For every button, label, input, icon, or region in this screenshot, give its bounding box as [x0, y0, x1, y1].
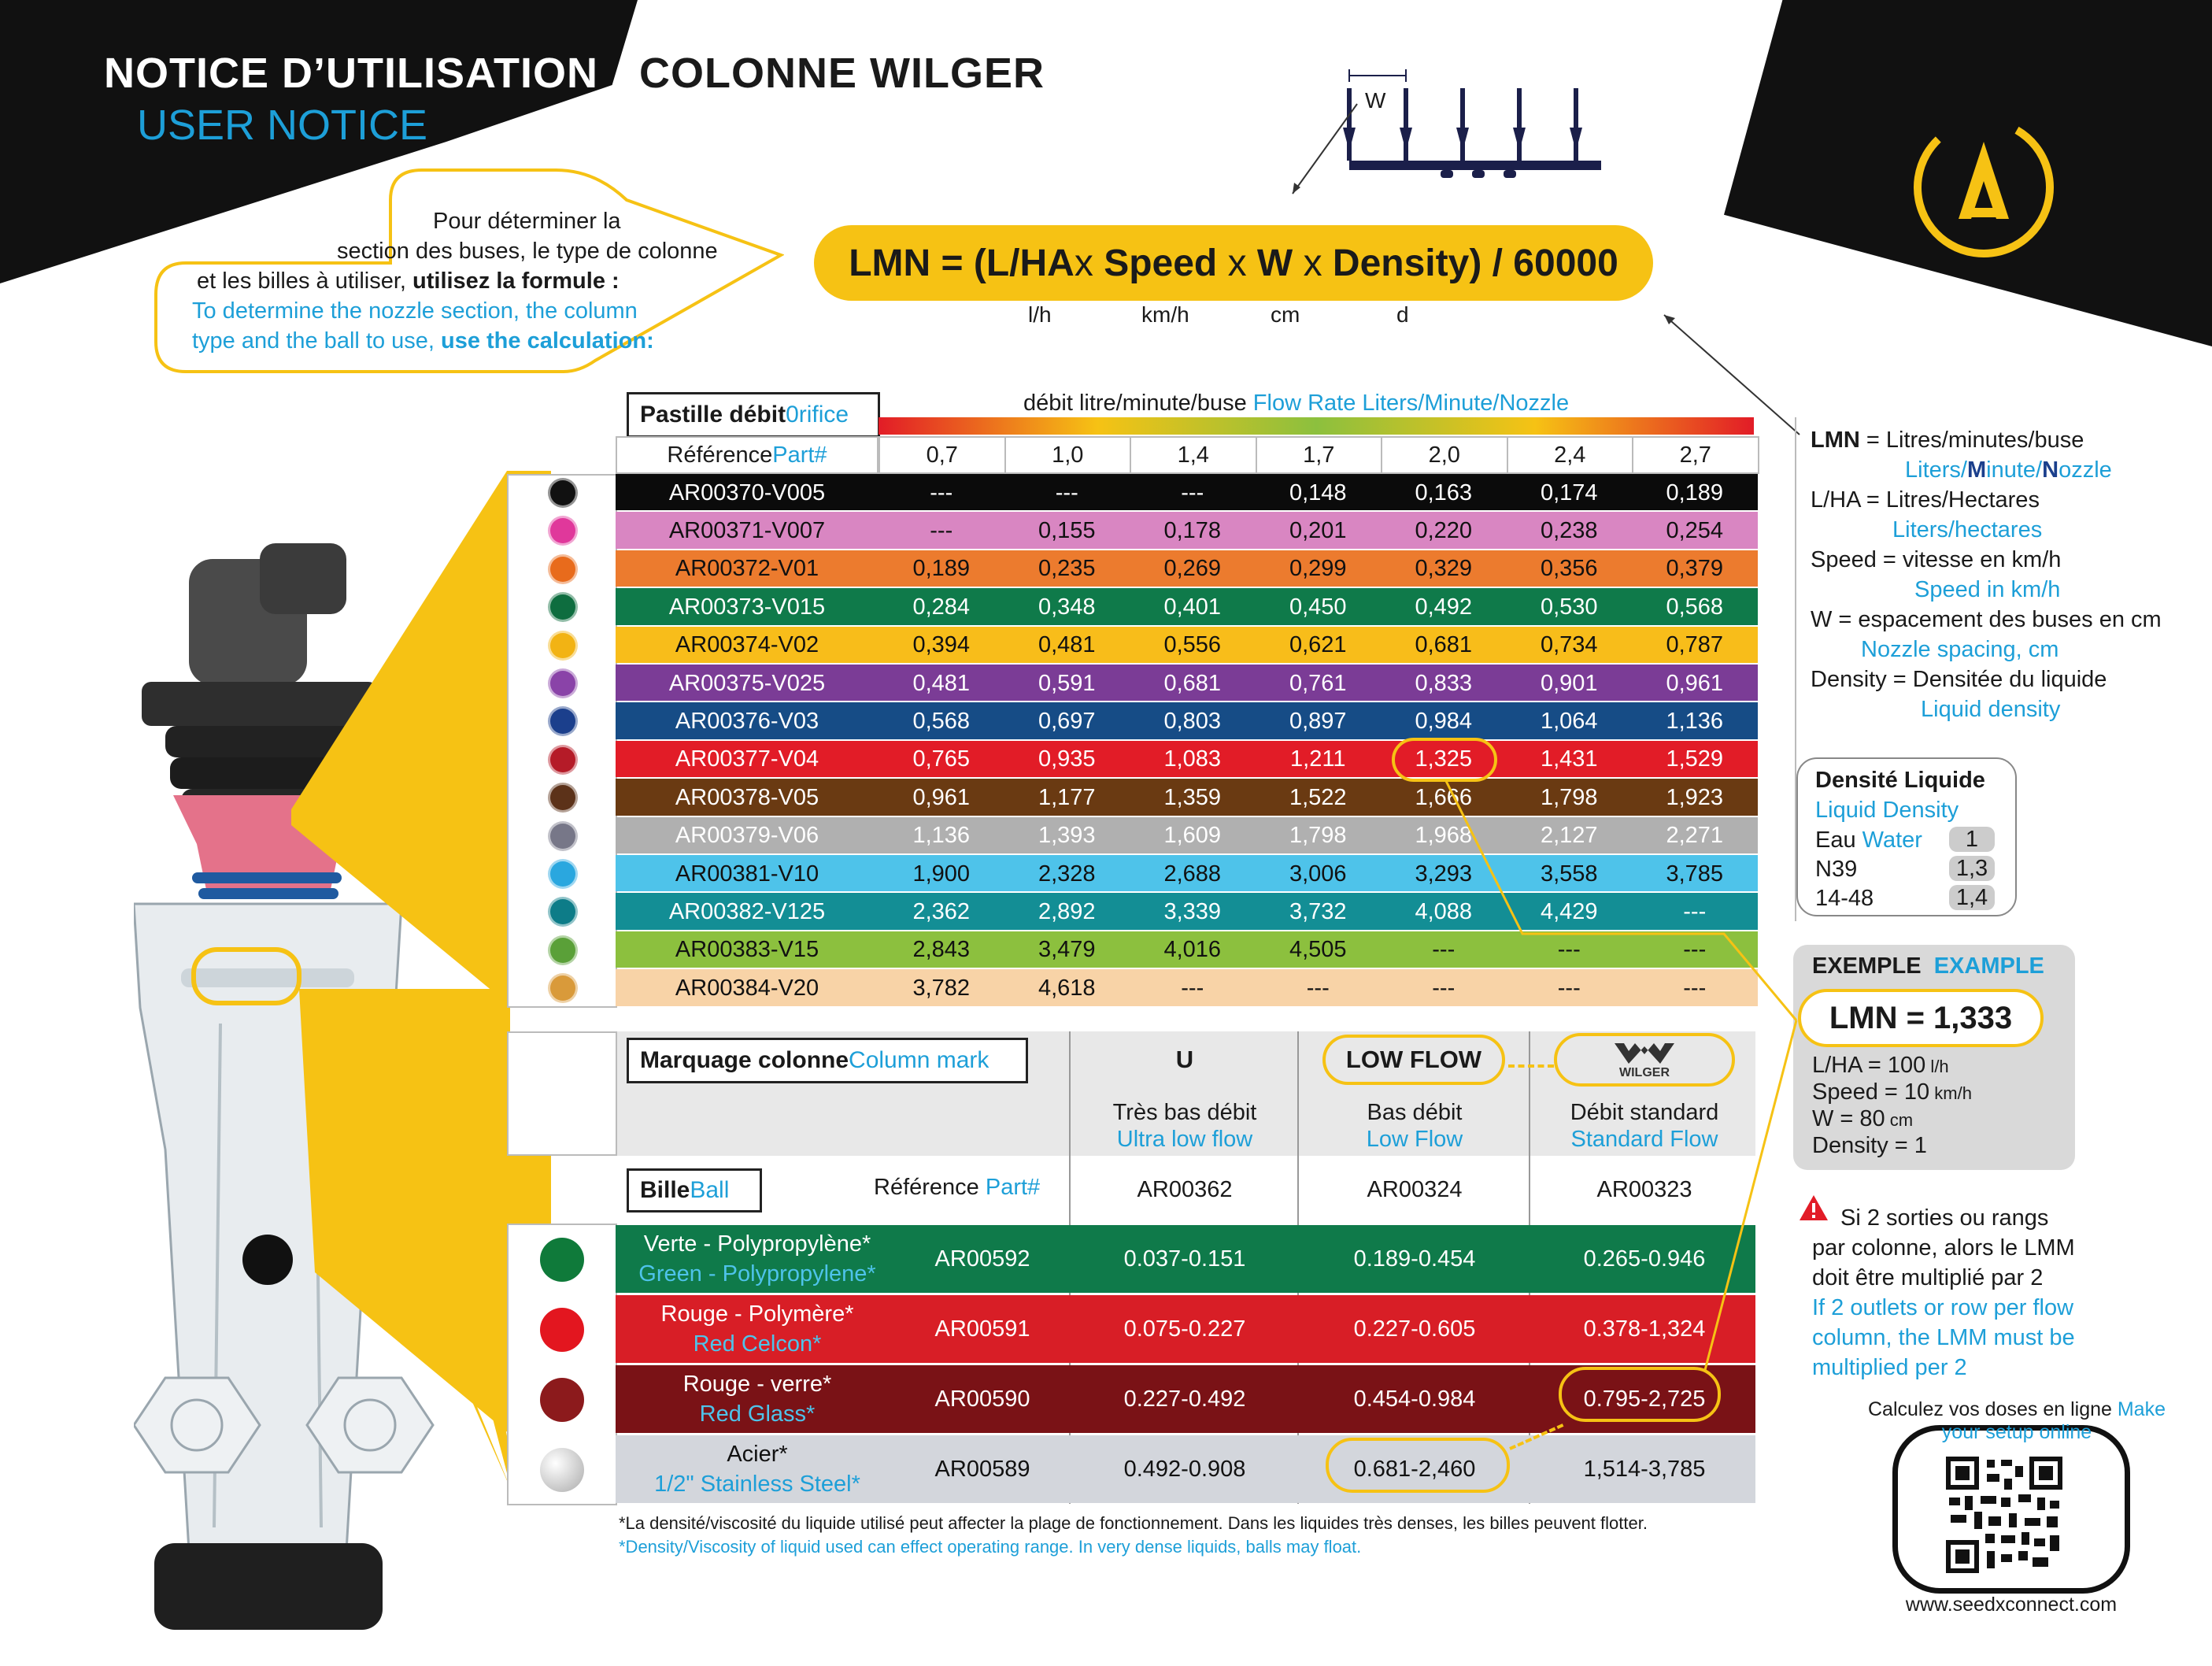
- orifice-value: 4,618: [1038, 975, 1096, 1001]
- ball-name-en: 1/2" Stainless Steel*: [654, 1471, 860, 1497]
- orifice-col-header: 2,0: [1381, 436, 1508, 474]
- title-fr: NOTICE D’UTILISATION: [104, 50, 598, 97]
- orifice-value: 0,201: [1289, 518, 1347, 544]
- orifice-value: 1,798: [1289, 823, 1347, 849]
- title-en: USER NOTICE: [137, 102, 428, 149]
- orifice-value: ---: [1055, 479, 1078, 505]
- orifice-col-header: 1,7: [1256, 436, 1383, 474]
- orifice-value: 1,900: [912, 861, 971, 887]
- unit-d: d: [1396, 302, 1409, 327]
- column-desc-fr: Bas débit: [1367, 1099, 1463, 1125]
- example-line-label: L/HA = 100: [1812, 1053, 1926, 1078]
- ball-range: 0.492-0.908: [1123, 1456, 1246, 1482]
- orifice-value: 0,450: [1289, 594, 1347, 620]
- ref-header-en: Part#: [772, 442, 827, 468]
- warning-fr-line: Si 2 sorties ou rangs: [1840, 1205, 2049, 1231]
- legend-fr: = Litres/minutes/buse: [1859, 428, 2084, 453]
- note-fr: *La densité/viscosité du liquide utilisé peut affecter la plage de fonctionnement. Dans les liquides très denses, les billes peuvent flotter.: [619, 1513, 1648, 1533]
- orifice-ref: AR00372-V01: [675, 556, 819, 582]
- flow-en: Flow Rate Liters/Minute/Nozzle: [1252, 391, 1570, 416]
- orifice-value: ---: [1181, 479, 1204, 505]
- column-mark: LOW FLOW: [1322, 1035, 1505, 1085]
- unit-kmh: km/h: [1141, 302, 1189, 327]
- orifice-ref: AR00383-V15: [675, 937, 819, 963]
- warning-en-line: multiplied per 2: [1812, 1355, 1967, 1380]
- warning-en-line: column, the LMM must be: [1812, 1325, 2075, 1350]
- density-value: 1: [1949, 827, 1995, 852]
- orifice-value: 0,530: [1540, 594, 1598, 620]
- orifice-value: 0,481: [912, 670, 971, 696]
- legend-term: Speed: [1811, 547, 1877, 572]
- legend-term: LMN: [1811, 428, 1860, 453]
- orifice-label-fr: Pastille débit: [640, 402, 786, 428]
- orifice-value: ---: [1306, 975, 1330, 1001]
- density-label: Eau: [1815, 827, 1856, 853]
- ball-range: 0.227-0.605: [1353, 1316, 1476, 1342]
- ball-range: 0.265-0.946: [1583, 1246, 1706, 1272]
- orifice-value: ---: [1557, 975, 1581, 1001]
- orifice-value: 0,254: [1666, 518, 1724, 544]
- orifice-value: 0,329: [1415, 556, 1473, 582]
- orifice-ref: AR00374-V02: [675, 632, 819, 658]
- orifice-value: 0,734: [1540, 632, 1598, 658]
- legend-term: W: [1811, 607, 1833, 632]
- column-part: AR00323: [1596, 1176, 1692, 1202]
- orifice-value: 0,568: [1666, 594, 1724, 620]
- orifice-value: 0,556: [1163, 632, 1222, 658]
- legend-en: Liters/hectares: [1892, 517, 2043, 542]
- orifice-value: 0,761: [1289, 670, 1347, 696]
- orifice-value: 2,843: [912, 937, 971, 963]
- orifice-label-en: 0rifice: [786, 402, 849, 428]
- orifice-value: 0,148: [1289, 479, 1347, 505]
- orifice-value: 2,127: [1540, 823, 1598, 849]
- orifice-ref: AR00379-V06: [675, 823, 819, 849]
- legend-term: Density: [1811, 667, 1887, 692]
- warning-fr-line: doit être multiplié par 2: [1812, 1265, 2044, 1290]
- warning-fr-line: par colonne, alors le LMM: [1812, 1235, 2075, 1261]
- orifice-value: 0,833: [1415, 670, 1473, 696]
- qr-url[interactable]: www.seedxconnect.com: [1905, 1594, 2118, 1616]
- orifice-value: ---: [1683, 937, 1707, 963]
- orifice-value: 0,492: [1415, 594, 1473, 620]
- orifice-value: 0,189: [1666, 479, 1724, 505]
- orifice-value: 0,591: [1038, 670, 1096, 696]
- orifice-value: 1,666: [1415, 784, 1473, 810]
- ball-range: 0.037-0.151: [1123, 1246, 1246, 1272]
- orifice-value: 3,293: [1415, 861, 1473, 887]
- orifice-value: ---: [930, 479, 953, 505]
- density-label: 14-48: [1815, 886, 1874, 911]
- orifice-value: 4,429: [1540, 899, 1598, 925]
- legend-en-part: N: [2042, 457, 2059, 483]
- ball-range: 0.227-0.492: [1123, 1386, 1246, 1412]
- ball-range: 0.378-1,324: [1583, 1316, 1706, 1342]
- density-title-fr: Densité Liquide: [1815, 768, 1985, 793]
- orifice-value: 2,688: [1163, 861, 1222, 887]
- orifice-value: ---: [1432, 937, 1456, 963]
- orifice-value: ---: [930, 518, 953, 544]
- column-mark: U: [1175, 1046, 1194, 1073]
- orifice-value: 3,339: [1163, 899, 1222, 925]
- ball-part: AR00589: [934, 1456, 1030, 1482]
- orifice-col-header: 2,7: [1632, 436, 1759, 474]
- ball-name-fr: Verte - Polypropylène*: [643, 1231, 871, 1257]
- ball-ref-en: Part#: [985, 1175, 1041, 1200]
- ball-range: 0.189-0.454: [1353, 1246, 1476, 1272]
- orifice-value: 0,348: [1038, 594, 1096, 620]
- orifice-value: 1,431: [1540, 746, 1598, 772]
- orifice-value: 0,220: [1415, 518, 1473, 544]
- orifice-value: ---: [1181, 975, 1204, 1001]
- example-line-label: Density = 1: [1812, 1133, 1927, 1158]
- column-desc-fr: Débit standard: [1570, 1099, 1719, 1125]
- orifice-value: 4,505: [1289, 937, 1347, 963]
- legend-en: Nozzle spacing, cm: [1861, 637, 2059, 662]
- legend-fr: = Densitée du liquide: [1886, 667, 2107, 692]
- legend-fr: = espacement des buses en cm: [1832, 607, 2162, 632]
- ball-name-fr: Rouge - verre*: [682, 1371, 832, 1397]
- orifice-value: 1,529: [1666, 746, 1724, 772]
- ref-header-fr: Référence: [667, 442, 773, 468]
- density-value: 1,3: [1949, 856, 1995, 881]
- orifice-value: 1,359: [1163, 784, 1222, 810]
- intro-fr-line2: section des buses, le type de colonne: [337, 239, 718, 264]
- orifice-value: 0,401: [1163, 594, 1222, 620]
- orifice-value: 1,211: [1290, 746, 1346, 772]
- ball-name-fr: Rouge - Polymère*: [660, 1301, 854, 1327]
- density-label: N39: [1815, 857, 1858, 882]
- column-mark-fr: Marquage colonne: [640, 1047, 849, 1073]
- orifice-value: 3,479: [1038, 937, 1096, 963]
- example-title: EXEMPLE EXAMPLE: [1812, 953, 2044, 979]
- legend-term: L/HA: [1811, 487, 1860, 513]
- ball-part: AR00592: [934, 1246, 1030, 1272]
- column-desc-en: Ultra low flow: [1116, 1126, 1253, 1152]
- orifice-col-header: 1,0: [1004, 436, 1132, 474]
- orifice-value: 0,174: [1540, 479, 1598, 505]
- unit-cm: cm: [1271, 302, 1300, 327]
- orifice-ref: AR00375-V025: [668, 670, 826, 696]
- orifice-value: 0,961: [1666, 670, 1724, 696]
- intro-en-line2: type and the ball to use, use the calculation:: [192, 328, 654, 354]
- ball-name-en: Red Glass*: [699, 1401, 816, 1427]
- orifice-value: 3,782: [912, 975, 971, 1001]
- legend-en-part: ozzle: [2058, 457, 2112, 483]
- orifice-value: 1,325: [1415, 746, 1473, 772]
- warning-en-line: If 2 outlets or row per flow: [1812, 1295, 2074, 1320]
- orifice-value: 0,681: [1163, 670, 1222, 696]
- orifice-ref: AR00376-V03: [675, 709, 819, 735]
- ball-range: 0.681-2,460: [1353, 1456, 1476, 1482]
- orifice-ref: AR00381-V10: [675, 861, 819, 887]
- qr-caption: Calculez vos doses en ligne Make your setup online: [1868, 1398, 2166, 1443]
- column-mark-en: Column mark: [849, 1047, 989, 1073]
- orifice-value: 1,064: [1540, 709, 1598, 735]
- orifice-value: 1,083: [1163, 746, 1222, 772]
- orifice-value: 3,006: [1289, 861, 1347, 887]
- flow-fr: débit litre/minute/buse: [1023, 391, 1253, 416]
- density-label-en: Water: [1862, 827, 1922, 853]
- orifice-value: 0,284: [912, 594, 971, 620]
- orifice-ref: AR00371-V007: [668, 518, 826, 544]
- orifice-value: 4,016: [1163, 937, 1222, 963]
- orifice-value: 1,136: [912, 823, 971, 849]
- ball-range: 0.795-2,725: [1583, 1386, 1706, 1412]
- wilger-logo-text: WILGER: [1619, 1066, 1670, 1079]
- ball-range: 0.075-0.227: [1123, 1316, 1246, 1342]
- orifice-value: ---: [1683, 975, 1707, 1001]
- orifice-ref: AR00378-V05: [675, 784, 819, 810]
- orifice-value: 1,136: [1666, 709, 1724, 735]
- orifice-value: 4,088: [1415, 899, 1473, 925]
- ball-part: AR00591: [934, 1316, 1030, 1342]
- orifice-value: 2,892: [1038, 899, 1096, 925]
- orifice-ref: AR00382-V125: [668, 899, 826, 925]
- ball-name-fr: Acier*: [727, 1441, 788, 1467]
- ball-label-en: Ball: [690, 1177, 730, 1203]
- orifice-value: 0,901: [1540, 670, 1598, 696]
- diagram-w-label: W: [1365, 88, 1386, 113]
- legend-en: Speed in km/h: [1914, 577, 2061, 602]
- example-line-label: W = 80: [1812, 1106, 1885, 1131]
- example-line-label: Speed = 10: [1812, 1079, 1930, 1105]
- orifice-value: 0,299: [1289, 556, 1347, 582]
- orifice-value: 2,328: [1038, 861, 1096, 887]
- orifice-col-header: 1,4: [1130, 436, 1257, 474]
- note-en: *Density/Viscosity of liquid used can effect operating range. In very dense liquids, balls may float.: [619, 1537, 1362, 1557]
- orifice-value: 3,785: [1666, 861, 1724, 887]
- unit-lh: l/h: [1028, 302, 1052, 327]
- density-value: 1,4: [1949, 885, 1995, 910]
- column-part: AR00324: [1367, 1176, 1463, 1202]
- ball-part: AR00590: [934, 1386, 1030, 1412]
- orifice-value: 0,269: [1163, 556, 1222, 582]
- orifice-value: 0,238: [1540, 518, 1598, 544]
- orifice-col-header: 0,7: [879, 436, 1006, 474]
- example-line-unit: km/h: [1929, 1083, 1972, 1103]
- orifice-value: 0,235: [1038, 556, 1096, 582]
- ball-name-en: Green - Polypropylene*: [638, 1261, 876, 1287]
- legend-en-part: M: [1966, 457, 1987, 483]
- orifice-value: 0,379: [1666, 556, 1724, 582]
- orifice-value: 0,935: [1038, 746, 1096, 772]
- column-desc-en: Standard Flow: [1570, 1126, 1718, 1152]
- orifice-value: 3,558: [1540, 861, 1598, 887]
- ball-name-en: Red Celcon*: [693, 1331, 822, 1357]
- orifice-value: ---: [1683, 899, 1707, 925]
- orifice-value: 0,681: [1415, 632, 1473, 658]
- column-desc-en: Low Flow: [1366, 1126, 1463, 1152]
- ball-ref-fr: Référence: [874, 1175, 986, 1200]
- ball-range: 0.454-0.984: [1353, 1386, 1476, 1412]
- orifice-value: 1,609: [1163, 823, 1222, 849]
- density-title-en: Liquid Density: [1815, 798, 1959, 823]
- orifice-ref: AR00370-V005: [668, 479, 826, 505]
- orifice-value: 0,621: [1289, 632, 1347, 658]
- orifice-value: 0,897: [1289, 709, 1347, 735]
- orifice-value: 0,984: [1415, 709, 1473, 735]
- orifice-value: 0,803: [1163, 709, 1222, 735]
- orifice-value: ---: [1557, 937, 1581, 963]
- orifice-ref: AR00373-V015: [668, 594, 826, 620]
- orifice-value: 0,394: [912, 632, 971, 658]
- orifice-value: 1,393: [1038, 823, 1096, 849]
- example-line-unit: l/h: [1925, 1057, 1949, 1076]
- example-result: LMN = 1,333: [1798, 989, 2044, 1047]
- orifice-value: 3,732: [1289, 899, 1347, 925]
- orifice-value: 2,362: [912, 899, 971, 925]
- legend-fr: = Litres/Hectares: [1859, 487, 2040, 513]
- legend-en-part: Liters/: [1905, 457, 1967, 483]
- orifice-value: 1,798: [1540, 784, 1598, 810]
- orifice-value: 0,697: [1038, 709, 1096, 735]
- legend-fr: = vitesse en km/h: [1876, 547, 2062, 572]
- ball-label-fr: Bille: [640, 1177, 690, 1203]
- orifice-value: 0,155: [1038, 518, 1096, 544]
- orifice-value: 0,787: [1666, 632, 1724, 658]
- formula-banner: LMN = (L/HA x Speed x W x Density) / 60000: [814, 225, 1653, 301]
- orifice-value: 0,961: [912, 784, 971, 810]
- intro-fr-line3: et les billes à utiliser, utilisez la formule :: [197, 268, 620, 294]
- orifice-ref: AR00384-V20: [675, 975, 819, 1001]
- legend-en-part: inute/: [1986, 457, 2043, 483]
- orifice-value: 0,178: [1163, 518, 1222, 544]
- orifice-ref: AR00377-V04: [675, 746, 819, 772]
- orifice-value: 1,968: [1415, 823, 1473, 849]
- product-title: COLONNE WILGER: [639, 50, 1045, 97]
- column-part: AR00362: [1137, 1176, 1233, 1202]
- orifice-value: 0,189: [912, 556, 971, 582]
- ball-range: 1,514-3,785: [1583, 1456, 1706, 1482]
- orifice-value: 1,923: [1666, 784, 1724, 810]
- orifice-value: 0,568: [912, 709, 971, 735]
- intro-fr-line1: Pour déterminer la: [433, 209, 621, 234]
- column-desc-fr: Très bas débit: [1112, 1099, 1257, 1125]
- orifice-value: 0,356: [1540, 556, 1598, 582]
- legend-en: Liquid density: [1921, 697, 2061, 722]
- orifice-value: 1,522: [1289, 784, 1347, 810]
- orifice-value: 2,271: [1666, 823, 1724, 849]
- orifice-value: 0,481: [1038, 632, 1096, 658]
- example-line-unit: cm: [1885, 1110, 1914, 1130]
- orifice-value: ---: [1432, 975, 1456, 1001]
- intro-en-line1: To determine the nozzle section, the column: [192, 298, 638, 324]
- orifice-value: 0,163: [1415, 479, 1473, 505]
- orifice-value: 0,765: [912, 746, 971, 772]
- orifice-col-header: 2,4: [1507, 436, 1634, 474]
- orifice-value: 1,177: [1038, 784, 1096, 810]
